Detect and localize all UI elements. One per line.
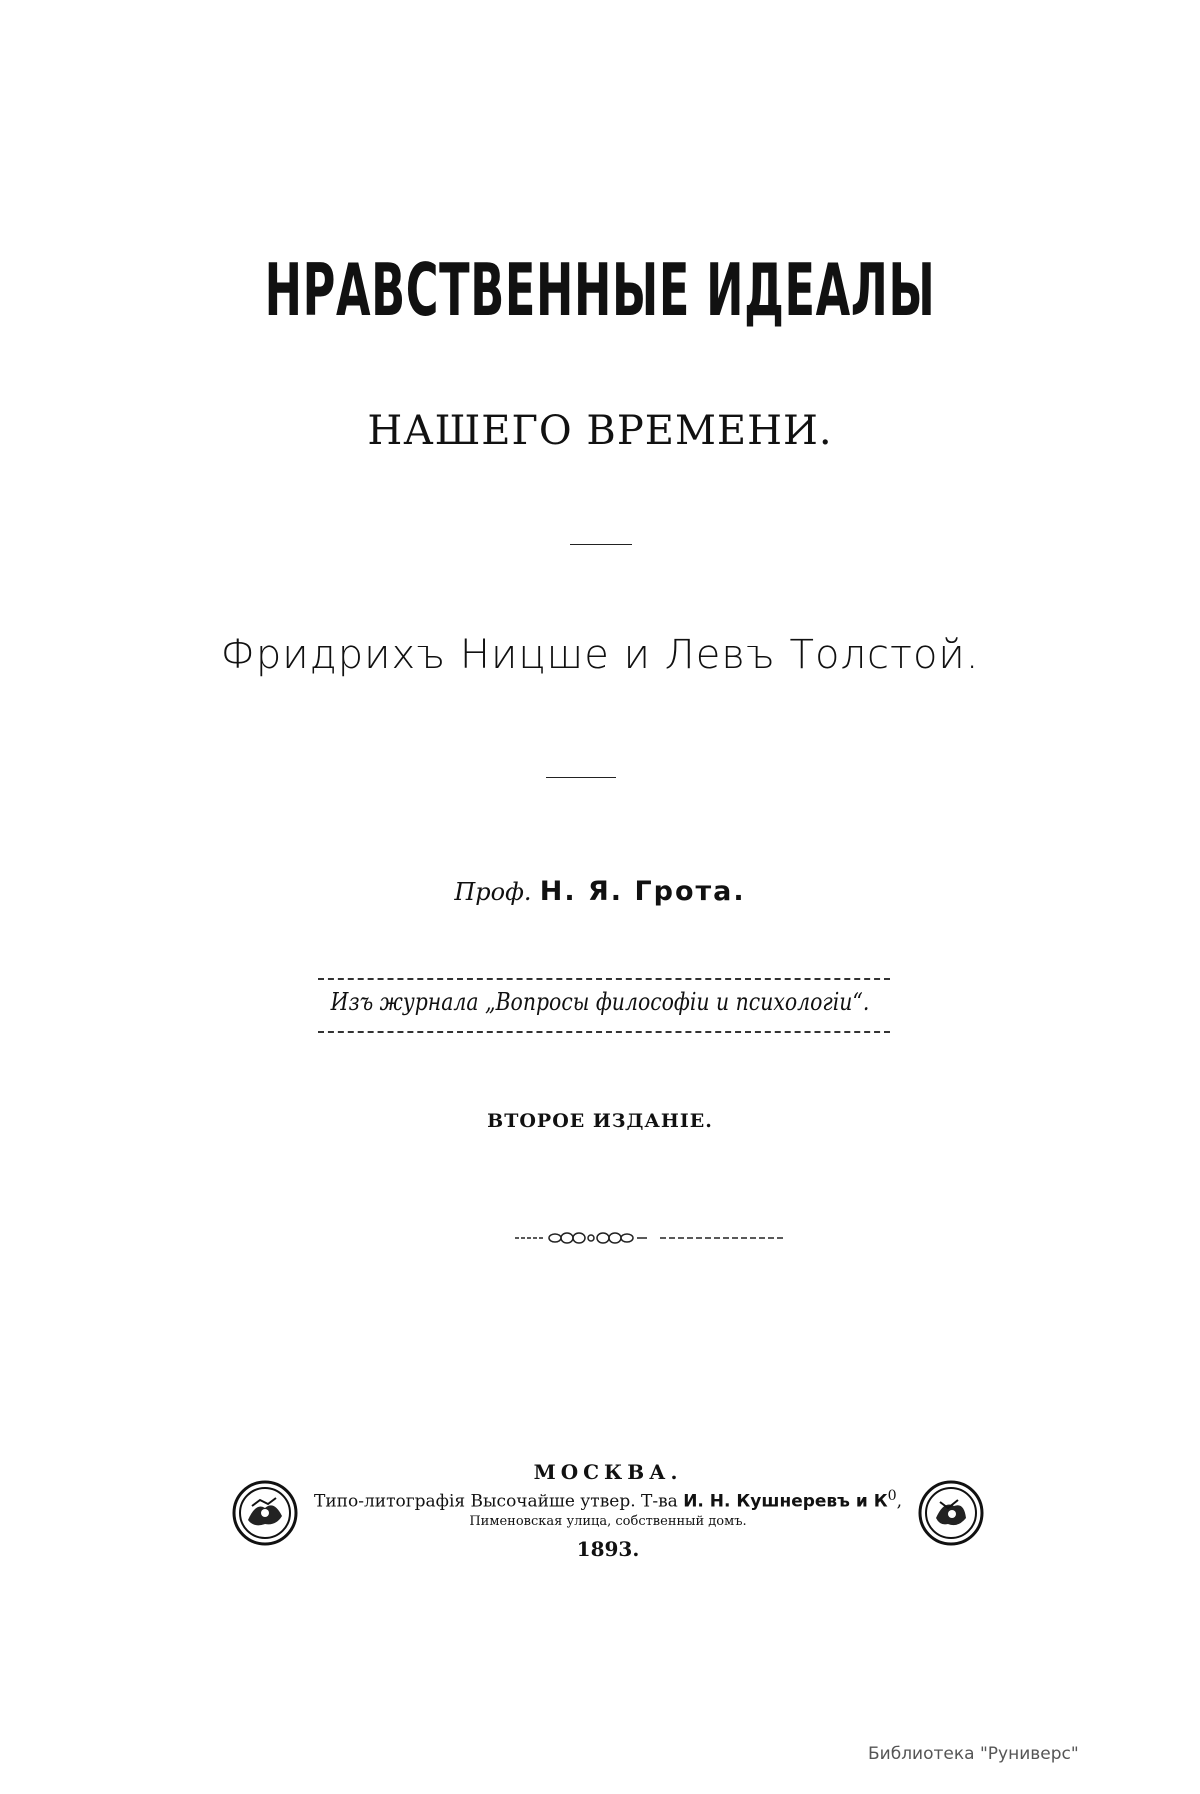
dashed-rule-top <box>318 978 890 980</box>
author-line <box>0 876 1200 907</box>
imprint-address: Пименовская улица, собственный домъ. <box>469 1514 747 1529</box>
source-note: Изъ журнала „Вопросы философіи и психологіи“. <box>330 988 870 1016</box>
book-title: НРАВСТВЕННЫЕ ИДЕАЛЫ <box>264 248 936 332</box>
ornament-divider <box>515 1228 785 1248</box>
subjects-line: Фридрихъ Ницше и Левъ Толстой. <box>220 632 980 678</box>
divider-rule <box>570 544 632 545</box>
imprint-press <box>228 1488 988 1512</box>
imprint-block <box>228 1460 988 1570</box>
imprint-year: 1893. <box>576 1537 640 1561</box>
divider-rule <box>546 777 616 778</box>
imprint-press-prefix: Типо-литографія Высочайше утвер. Т-ва <box>313 1491 684 1512</box>
imprint-press-sup: 0 <box>887 1488 897 1504</box>
author-name: Н. Я. Грота. <box>539 876 746 907</box>
book-subtitle: НАШЕГО ВРЕМЕНИ. <box>367 408 833 454</box>
dashed-rule-bottom <box>318 1031 890 1033</box>
imprint-city: МОСКВА. <box>533 1460 683 1484</box>
edition-label: ВТОРОЕ ИЗДАНІЕ. <box>487 1110 713 1132</box>
library-watermark: Библиотека "Руниверс" <box>868 1744 1079 1764</box>
imprint-press-suffix: , <box>896 1491 903 1512</box>
imprint-press-name: И. Н. Кушнеревъ и К <box>683 1491 888 1512</box>
author-prefix: Проф. <box>454 878 532 906</box>
